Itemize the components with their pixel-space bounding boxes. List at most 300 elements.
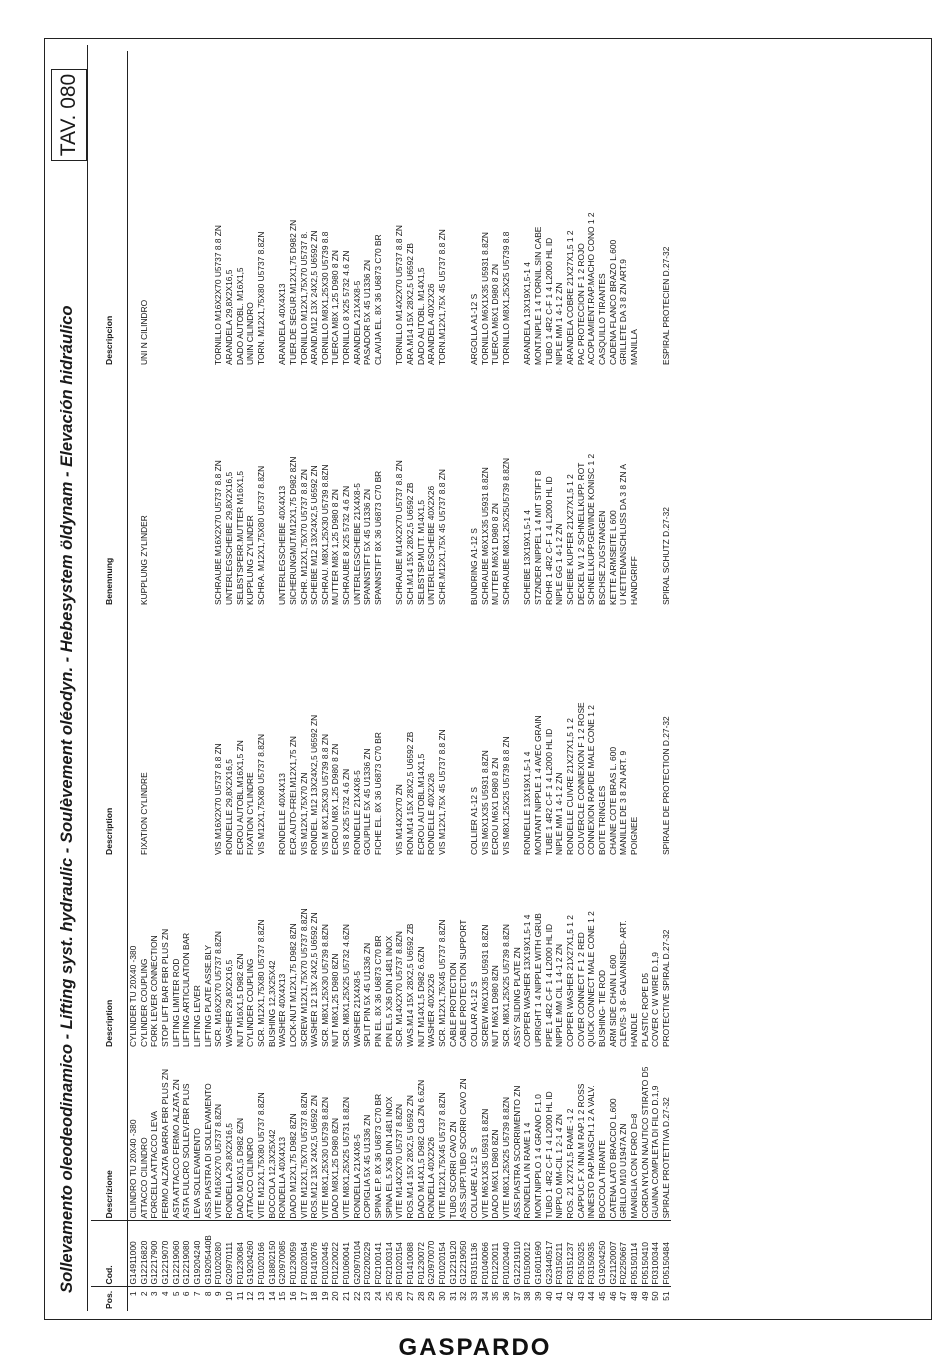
pos-cell: 17 (299, 1287, 310, 1311)
description-fr-cell (160, 607, 171, 857)
description-fr-cell: RONDELLE 21X4X8-5 (351, 770, 362, 855)
pos-cell: 13 (256, 1287, 267, 1311)
table-row (448, 51, 459, 1311)
description-en-cell: PLASTIC ROPE D5 (639, 972, 650, 1047)
description-fr-cell (192, 607, 203, 857)
benennung-cell: SCHRA. M12X1,75X80 U5737 8.8ZN (255, 465, 266, 605)
descrizione-cell: DADO M16X1,5 D982 6ZN (234, 1117, 245, 1219)
pos-cell: 7 (192, 1287, 203, 1311)
descripcion-cell (458, 51, 469, 367)
benennung-cell: SCHRAUBE M14X2X70 U5737 8.8 ZN (394, 460, 405, 605)
pos-cell: 43 (576, 1287, 587, 1311)
descrizione-cell: TUBO SCORRI CAVO ZN (447, 1121, 458, 1219)
description-fr-cell: VIS M12X1,75X 45 U5737 8.8 ZN (437, 729, 448, 855)
table-row (160, 51, 171, 1311)
descrizione-cell: CILINDRO TU 20X40 -380 (128, 1119, 138, 1219)
benennung-cell: ROHR 1 4R2 C-F 1 4 L2000 HL ID (543, 476, 554, 605)
description-fr-cell (512, 607, 523, 857)
descripcion-cell: ARANDELA 21X4X8-5 (351, 280, 362, 365)
table-row (480, 51, 491, 1311)
table-row (565, 51, 576, 1311)
description-en-cell: SCR. M8X1,25X25 U5739 8.8ZN (500, 924, 511, 1047)
code-cell: F01020445 (320, 1221, 331, 1287)
descripcion-cell: CADENA FLANCO BRAZO L.600 (607, 239, 618, 365)
descripcion-cell: TORNILLO M14X2X70 U5737 8.8 ZN (394, 225, 405, 365)
table-row (469, 51, 480, 1311)
header-description-fr: Description (91, 607, 128, 857)
pos-cell: 4 (160, 1287, 171, 1311)
pos-cell: 23 (362, 1287, 373, 1311)
descrizione-cell: BOCCOLA TIRANTE (596, 1140, 607, 1219)
code-cell: F02200229 (362, 1221, 373, 1287)
description-fr-cell: VIS M8X1,25X25 U5739 8.8 ZN (500, 736, 511, 855)
benennung-cell: SCHRAUBE M8X1,25X25U5739 8.8ZN (500, 457, 511, 605)
code-cell: G16011690 (533, 1221, 544, 1287)
description-en-cell: SCR. M12X1,75X45 U5737 8.8ZN (437, 919, 448, 1047)
benennung-cell (384, 367, 395, 607)
descrizione-cell: COPIGLIA 5X 45 U1336 ZN (362, 1114, 373, 1219)
description-en-cell: COPPER WASHER 13X19X1,5-1 4 (522, 914, 533, 1047)
pos-cell: 48 (629, 1287, 640, 1311)
descrizione-cell: INNESTO RAP.MASCH.1 2 A VALV. (586, 1085, 597, 1219)
code-cell: F03100344 (650, 1221, 661, 1287)
description-en-cell: COPPER WASHER 21X27X1,5 1 2 (564, 915, 575, 1047)
benennung-cell: NIPLE GG 1 4-1 2 ZN (554, 523, 565, 605)
descrizione-cell: ROS.M14 15X 28X2,5 U6592 ZN (405, 1095, 416, 1219)
description-fr-cell (650, 607, 661, 857)
benennung-cell: UNTERLEGSCHEIBE 21X4X8-5 (351, 483, 362, 605)
table-row (608, 51, 619, 1311)
descripcion-cell: TORNILLO M8X1,25X30 U5739 8.8 (319, 231, 330, 365)
description-en-cell: UPRIGHT 1 4 NIPPLE WITH GRUB (532, 913, 543, 1047)
pos-cell: 45 (597, 1287, 608, 1311)
table-row (384, 51, 395, 1311)
pos-cell: 8 (203, 1287, 214, 1311)
description-en-cell: COLLAR A1-12 S (469, 981, 479, 1047)
benennung-cell: SPIRAL SCHUTZ D.27-32 (660, 507, 671, 605)
description-en-cell: LIFTING LIMITER ROD (170, 958, 181, 1047)
table-row (224, 51, 235, 1311)
descripcion-cell: GRILLETE DA 3 8 ZN ART.9 (618, 259, 629, 365)
descrizione-cell: ATTACCO CILINDRO (138, 1137, 149, 1219)
pos-cell: 10 (224, 1287, 235, 1311)
description-fr-cell: ECROU AUTOBL.M14X1,5 (415, 753, 426, 855)
descrizione-cell: ATTACCO CILINDRO (245, 1137, 256, 1219)
table-row (437, 51, 448, 1311)
table-row (544, 51, 555, 1311)
code-cell: G12219060 (171, 1221, 182, 1287)
pos-cell: 29 (426, 1287, 437, 1311)
description-en-cell: PIN EL.5 X36 DIN 1481 INOX (383, 935, 394, 1047)
descripcion-cell: ARA.M14 15X 28X2,5 U6592 ZB (405, 243, 416, 365)
description-en-cell: STOP LIFT BAR FBR PLUS ZN (159, 928, 170, 1047)
description-en-cell: BUSHING 12,3X25X42 (266, 960, 277, 1047)
descrizione-cell: FORCELLA ATTACCO LEVA (149, 1110, 160, 1219)
descrizione-cell: VITE M8X1,25X30 U5739 8.8ZN (319, 1096, 330, 1219)
benennung-cell (171, 367, 182, 607)
descripcion-cell: TORN. M12X1,75X80 U5737 8.8ZN (255, 231, 266, 365)
pos-cell: 12 (245, 1287, 256, 1311)
header-descrizione: Descrizione (91, 1049, 128, 1221)
table-row (426, 51, 437, 1311)
code-cell: G12219110 (512, 1221, 523, 1287)
descrizione-cell: ASS.SUPP.TUBO SCORRI CAVO ZN (458, 1078, 469, 1219)
description-fr-cell: MANILLE DE 3 8 ZN ART. 9 (618, 750, 629, 855)
code-cell: F01230072 (416, 1221, 427, 1287)
descrizione-cell: ROS.M12 13X 24X2,5 U6592 ZN (309, 1095, 320, 1219)
code-cell: F01230084 (235, 1221, 246, 1287)
description-en-cell: PROTECTIVE SPIRAL D.27-32 (660, 929, 671, 1047)
pos-cell: 25 (384, 1287, 395, 1311)
code-cell: F03150211 (554, 1221, 565, 1287)
code-cell: F01220011 (490, 1221, 501, 1287)
description-fr-cell: TUBE 1 4R2 C-F 1 4 L2000 HL ID (543, 728, 554, 855)
table-row (320, 51, 331, 1311)
pos-cell: 40 (544, 1287, 555, 1311)
description-en-cell: WAS.M14 15X 28X2,5 U6592 ZB (405, 923, 416, 1047)
description-en-cell: FORK LEVER CONNECTION (149, 935, 160, 1047)
description-en-cell: PIN EL. 8X 36 U6873 C70 BR (373, 935, 384, 1047)
description-en-cell: SPLIT PIN 5X 45 U1336 ZN (362, 942, 373, 1047)
description-en-cell: CABLE PROTECTION SUPPORT (458, 919, 469, 1047)
description-en-cell: COVER C W WIRE D.1,9 (650, 952, 661, 1047)
pos-cell: 37 (512, 1287, 523, 1311)
table-row (501, 51, 512, 1311)
description-en-cell: SCR. M16X2X70 U5737 8.8ZN (213, 931, 224, 1047)
benennung-cell: KETTE ARMSEITE L 600 (607, 510, 618, 605)
pos-cell: 21 (341, 1287, 352, 1311)
table-row (171, 51, 182, 1311)
pos-cell: 41 (554, 1287, 565, 1311)
description-fr-cell (149, 607, 160, 857)
code-cell: F01020154 (394, 1221, 405, 1287)
descripcion-cell: MONT.NIPLE 1 4 TORNIL.SIN CABE (532, 226, 543, 365)
descrizione-cell: VITE M12X1,75X70 U5737 8.8ZN (298, 1092, 309, 1219)
code-cell: G12219080 (181, 1221, 192, 1287)
description-fr-cell: RONDELLE CUIVRE 21X27X1,5 1 2 (564, 718, 575, 855)
description-fr-cell (640, 607, 651, 857)
benennung-cell: SCHNELLKUPP.GEWINDE KONISC 1 2 (586, 453, 597, 605)
header-descripcion: Descripcion (91, 51, 128, 367)
descripcion-cell: TUERCA M8X 1,25 D980 8 ZN (330, 250, 341, 365)
code-cell: F03150935 (586, 1221, 597, 1287)
benennung-cell (128, 367, 139, 607)
descrizione-cell: ASS.PIASTRA DI SOLLEVAMENTO (202, 1083, 213, 1219)
pos-cell: 1 (128, 1287, 139, 1311)
pos-cell: 31 (448, 1287, 459, 1311)
benennung-cell: U KETTENANSCHLUSS DA 3 8 ZN A (618, 463, 629, 605)
table-row (139, 51, 150, 1311)
descripcion-cell (181, 51, 192, 367)
descrizione-cell: BOCCOLA 12,3X25X42 (266, 1129, 277, 1219)
description-fr-cell (171, 607, 182, 857)
descripcion-cell: UNIN CILINDRO (245, 302, 256, 365)
description-en-cell: SCR. M12X1,75X80 U5737 8.8ZN (255, 919, 266, 1047)
pos-cell: 35 (490, 1287, 501, 1311)
pos-cell: 27 (405, 1287, 416, 1311)
code-cell: G12219050 (458, 1221, 469, 1287)
description-en-cell: SCREW M6X1X35 U5931 8.8ZN (479, 924, 490, 1047)
description-fr-cell: FIXATION CYLINDRE (245, 772, 256, 855)
description-fr-cell: GOUPILLE 5X 45 U1336 ZN (362, 748, 373, 855)
code-cell: F02100141 (373, 1221, 384, 1287)
description-en-cell: WASHER 29,8X2X16,5 (223, 959, 234, 1047)
descrizione-cell: RONDELLA IN RAME 1 4 (522, 1122, 533, 1219)
benennung-cell: SCHRAUBE 8 X25 5732 4.6 ZN (341, 485, 352, 605)
code-cell: F03151136 (469, 1221, 480, 1287)
pos-cell: 36 (501, 1287, 512, 1311)
code-cell: G23440517 (544, 1221, 555, 1287)
catalog-sheet (44, 38, 932, 1320)
descrizione-cell: RONDELLA 29,8X2X16,5 (223, 1123, 234, 1219)
table-row (576, 51, 587, 1311)
table-row (458, 51, 469, 1311)
table-row (149, 51, 160, 1311)
pos-cell: 22 (352, 1287, 363, 1311)
benennung-cell: UNTERLEGSCHEIBE 40X2X26 (426, 485, 437, 605)
benennung-cell: MUTTER M6X1 D980 8 ZN (490, 503, 501, 605)
descrizione-cell: VITE M6X1X35 U5931 8.8ZN (479, 1108, 490, 1219)
descripcion-cell (640, 51, 651, 367)
benennung-cell: SPANNSTIFT 5X 45 U1336 ZN (362, 488, 373, 605)
description-fr-cell: CHAINE COTE BRAS L. 600 (607, 747, 618, 855)
descrizione-cell: DADO M14X1,5 D982 CL8 ZN 6.6ZN (415, 1079, 426, 1219)
pos-cell: 2 (139, 1287, 150, 1311)
benennung-cell: SCHR.M12X1,75X 45 U5737 8.8 ZN (437, 469, 448, 605)
description-fr-cell: RONDELLE 29,8X2X16,5 (223, 759, 234, 855)
descripcion-cell (192, 51, 203, 367)
benennung-cell (192, 367, 203, 607)
descripcion-cell: CASQUILLO TIRANTES (596, 273, 607, 365)
benennung-cell: SCHEIBE 13X19X1,5-1 4 (522, 510, 533, 605)
description-fr-cell: FICHE EL. 8X 36 U6873 C70 BR (373, 732, 384, 855)
header-cod: Cod. (91, 1221, 128, 1287)
table-row (299, 51, 310, 1311)
code-cell: F02250667 (618, 1221, 629, 1287)
descripcion-cell: ARANDELA 13X19X1,5-1 4 (522, 262, 533, 365)
descrizione-cell: CAPPUC.F X INN.M RAP.1 2 ROSS (575, 1083, 586, 1219)
table-header-row (91, 51, 128, 1311)
description-fr-cell: MONTANT NIPPLE 1 4 AVEC GRAIN (532, 715, 543, 855)
descripcion-cell (149, 51, 160, 367)
page-title: Sollevamento oleodeodinamico - Lifting syst. hydraulic - Soulèvement oléodyn. - Hebesystem öldynam - Elevación hidráulico (57, 305, 76, 1293)
description-en-cell: WASHER 40X2X26 (426, 973, 437, 1047)
header-benennung: Benennung (91, 367, 128, 607)
table-row (640, 51, 651, 1311)
description-fr-cell: POIGNEE (628, 816, 639, 855)
descripcion-cell: ESPIRAL PROTECIEN D.27-32 (660, 246, 671, 365)
descrizione-cell: GUAINA COMPLETA DI FILO D.1,9 (650, 1085, 661, 1219)
table-row (522, 51, 533, 1311)
code-cell: G19204240 (192, 1221, 203, 1287)
rotated-page (45, 39, 933, 1321)
descrizione-cell: VITE M12X1,75X80 U5737 8.8ZN (255, 1092, 266, 1219)
benennung-cell: UNTERLEGSCHEIBE 40X4X13 (277, 485, 288, 605)
code-cell: G12217900 (149, 1221, 160, 1287)
table-row (288, 51, 299, 1311)
descrizione-cell: VITE M12X1,75X45 U5737 8.8ZN (437, 1092, 448, 1219)
table-row (373, 51, 384, 1311)
description-fr-cell: VIS M12X1,75X70 ZN (298, 772, 309, 855)
table-row (277, 51, 288, 1311)
description-fr-cell: ECR.AUTO-FREI.M12X1,75 ZN (287, 736, 298, 855)
benennung-cell: DECKEL W 1 2 SCHNELLKUPP. ROT (575, 462, 586, 605)
pos-cell: 38 (522, 1287, 533, 1311)
benennung-cell: SCH.M14 15X 28X2,5 U6592 ZB (405, 482, 416, 605)
descripcion-cell: TORNILLO M6X1X35 U5931 8.8ZN (479, 232, 490, 365)
benennung-cell: SCHEIBE KUPFER 21X27X1,5 1 2 (564, 474, 575, 605)
descripcion-cell (384, 51, 395, 367)
description-fr-cell: RONDELLE 13X19X1,5-1 4 (522, 751, 533, 855)
descrizione-cell: ASS.PIASTRA SCORRIMENTO ZN (511, 1085, 522, 1219)
description-en-cell: PIPE 1 4R2 C-F 1 4 L2000 HL ID (543, 923, 554, 1047)
table-row (192, 51, 203, 1311)
descrizione-cell: FERMO ALZATA BARRA FBR PLUS ZN (159, 1068, 170, 1219)
description-fr-cell: VIS M14X2X70 ZN (394, 784, 405, 855)
table-row (362, 51, 373, 1311)
table-row (352, 51, 363, 1311)
code-cell: F05150325 (576, 1221, 587, 1287)
description-fr-cell (267, 607, 278, 857)
pos-cell: 49 (640, 1287, 651, 1311)
pos-cell: 20 (330, 1287, 341, 1311)
description-en-cell: LIFTING PLATE ASSE.BLY (202, 944, 213, 1047)
benennung-cell: STZNDER NIPPEL 1 4 MIT STIFT 8 (532, 470, 543, 605)
descripcion-cell: TUER.DE SEGUR.M12X1,75 D982 ZN (287, 219, 298, 365)
description-en-cell: HANDLE (628, 1013, 639, 1047)
table-row (405, 51, 416, 1311)
descrizione-cell: DADO M8X1,25 D980 8ZN (330, 1117, 341, 1219)
description-fr-cell: BOITE TRINGLES (596, 785, 607, 855)
benennung-cell: SCHRAU. M8X1,25X30 U5739 8.8ZN (319, 464, 330, 605)
code-cell: F01020164 (299, 1221, 310, 1287)
benennung-cell (458, 367, 469, 607)
description-fr-cell (181, 607, 192, 857)
code-cell: F02100314 (384, 1221, 395, 1287)
descripcion-cell: ARANDELA 40X2X26 (426, 283, 437, 365)
descrizione-cell: MONT.NIPPLO 1 4 GRANO F.1.0 (532, 1094, 543, 1219)
table-row (554, 51, 565, 1311)
descrizione-cell: ASTA FULCRO SOLLEV.FBR PLUS (181, 1083, 192, 1219)
benennung-cell (267, 367, 278, 607)
descripcion-cell: ARANDELA 40X4X13 (277, 283, 288, 365)
pos-cell: 5 (171, 1287, 182, 1311)
table-row (245, 51, 256, 1311)
benennung-cell (512, 367, 523, 607)
table-number-box: TAV. 080 (51, 69, 87, 161)
description-en-cell: ASSY SLIDING PLATE ZN (511, 947, 522, 1047)
descripcion-cell (171, 51, 182, 367)
table-row (597, 51, 608, 1311)
pos-cell: 32 (458, 1287, 469, 1311)
code-cell: F01020154 (437, 1221, 448, 1287)
description-fr-cell: RONDELLE 40X4X13 (277, 773, 288, 855)
description-fr-cell: COLLIER A1-12 S (469, 787, 479, 855)
descripcion-cell (203, 51, 214, 367)
table-row (394, 51, 405, 1311)
descripcion-cell (267, 51, 278, 367)
descripcion-cell: CLAVIJA EL. 8X 36 U6873 C70 BR (373, 234, 384, 365)
code-cell: G19204250 (597, 1221, 608, 1287)
description-fr-cell: VIS 8 X25 5732 4.6 ZN (341, 768, 352, 855)
benennung-cell: SPANNSTIFT 8X 36 U6873 C70 BR (373, 470, 384, 605)
code-cell: F01040066 (480, 1221, 491, 1287)
description-fr-cell: FIXATION CYLINDRE (138, 772, 149, 855)
description-en-cell: QUICK CONNECT MALE CONE 1 2 (586, 911, 597, 1047)
description-en-cell: WASHER 40X4X13 (277, 973, 288, 1047)
descripcion-cell: ARGOLLA A1-12 S (469, 293, 479, 365)
code-cell: F01220022 (330, 1221, 341, 1287)
description-fr-cell: ECROU AUTOBL.M16X1,5 ZN (234, 740, 245, 855)
code-cell: G12219120 (448, 1221, 459, 1287)
descrizione-cell: DADO M12X1,75 D982 8ZN (287, 1113, 298, 1219)
table-row (586, 51, 597, 1311)
pos-cell: 15 (277, 1287, 288, 1311)
pos-cell: 51 (661, 1287, 672, 1311)
descripcion-cell: PASADOR 5X 45 U1336 ZN (362, 259, 373, 365)
pos-cell: 16 (288, 1287, 299, 1311)
descripcion-cell: ARAND.M12 13X 24X2,5 U6592 ZN (309, 230, 320, 365)
benennung-cell: HANDGRIFF (628, 556, 639, 605)
descripcion-cell: TORN.M12X1,75X 45 U5737 8.8 ZN (437, 229, 448, 365)
description-fr-cell: RON.M14 15X 28X2,5 U6592 ZB (405, 731, 416, 855)
header-pos: Pos. (91, 1287, 128, 1311)
pos-cell: 9 (213, 1287, 224, 1311)
descripcion-cell (650, 51, 661, 367)
code-cell: G20970104 (352, 1221, 363, 1287)
description-fr-cell: COUVERCLE CONNEXION F 1 2 ROSE (575, 702, 586, 855)
description-fr-cell: VIS M6X1X35 U5931 8.8ZN (479, 750, 490, 855)
descrizione-cell: SPINA E.P. 8X 36 U6873 C70 BR (373, 1093, 384, 1219)
descripcion-cell: NIPLE MM 1 4-1 2 ZN (554, 282, 565, 365)
table-row (330, 51, 341, 1311)
description-fr-cell: SPIRALE DE PROTECTION D.27-32 (660, 716, 671, 855)
code-cell: F01500012 (522, 1221, 533, 1287)
pos-cell: 46 (608, 1287, 619, 1311)
pos-cell: 3 (149, 1287, 160, 1311)
code-cell: F01020166 (256, 1221, 267, 1287)
descripcion-cell: ARANDELA 29,8X2X16,5 (223, 269, 234, 365)
description-fr-cell (458, 607, 469, 857)
code-cell: F01410076 (309, 1221, 320, 1287)
descrizione-cell: VITE M8X1,25X25 U5731 8.8ZN (341, 1096, 352, 1219)
descripcion-cell: ACOPLAMIENT.RAP.MACHO CONO 1 2 (586, 212, 597, 365)
pos-cell: 28 (416, 1287, 427, 1311)
table-row (213, 51, 224, 1311)
description-en-cell: SCR. M8X1,25X25 U5732 4.6ZN (341, 924, 352, 1047)
table-row (309, 51, 320, 1311)
description-en-cell: NUT M14X1,5 D982 6.6ZN (415, 946, 426, 1047)
code-cell: G20970111 (224, 1221, 235, 1287)
descrizione-cell: NIPPLO MM-CIL 1 2-1 4 ZN (554, 1114, 565, 1219)
description-en-cell: NUT M16X1,5 D982 6ZN (234, 953, 245, 1047)
table-row (203, 51, 214, 1311)
benennung-cell: SELBSTSP.MUTT. M14X1,5 (415, 499, 426, 605)
descripcion-cell: TORNILLO M16X2X70 U5737 8.8 ZN (213, 225, 224, 365)
description-fr-cell: ECROU M6X1 D980 8 ZN (490, 757, 501, 855)
code-cell: F01020440 (501, 1221, 512, 1287)
descrizione-cell: TUBO 1 4R2 C-F 1 4 L2000 HL ID (543, 1091, 554, 1219)
descrizione-cell: VITE M16X2X70 U5737 8.8ZN (213, 1103, 224, 1219)
description-fr-cell (203, 607, 214, 857)
code-cell: F01060041 (341, 1221, 352, 1287)
table-row (256, 51, 267, 1311)
code-cell: G18802150 (267, 1221, 278, 1287)
pos-cell: 18 (309, 1287, 320, 1311)
benennung-cell: KUPPLUNG ZYLINDER (138, 515, 149, 605)
title-divider (87, 45, 88, 1311)
benennung-cell: KUPPLUNG ZYLINDER (245, 515, 256, 605)
